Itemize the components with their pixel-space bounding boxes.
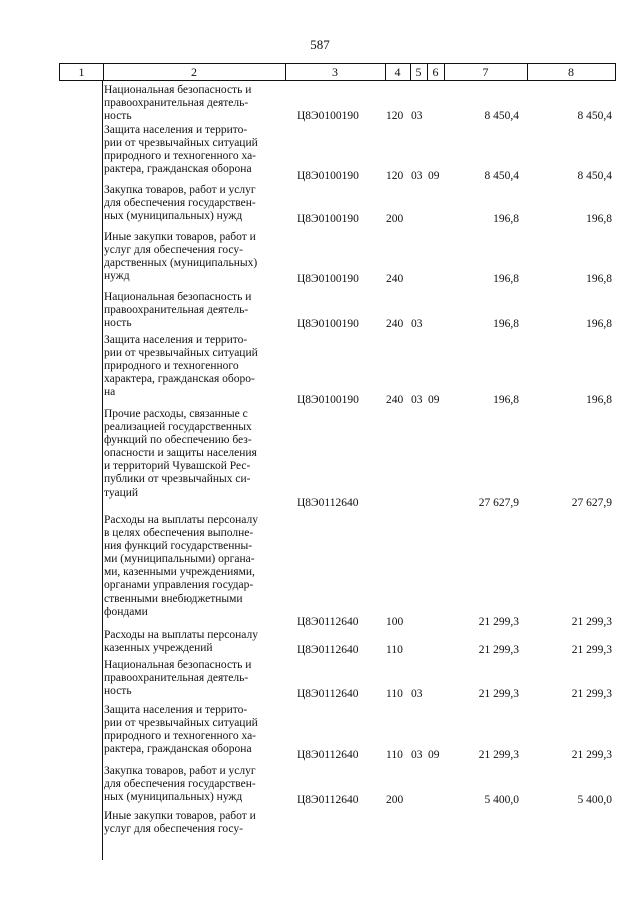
row-col4: 240: [386, 273, 404, 285]
row-col8: 196,8: [586, 394, 612, 406]
row-code: Ц8Э0112640: [297, 616, 359, 628]
row-col7: 21 299,3: [478, 688, 519, 700]
row-code: Ц8Э0100190: [297, 318, 359, 330]
row-description: Иные закупки товаров, работ и услуг для обеспечения госу- дарственных (муниципальных) нужд: [104, 231, 258, 283]
row-description: Национальная безопасность и правоохранительная деятель- ность: [104, 291, 252, 330]
row-description: Национальная безопасность и правоохранительная деятель- ность: [104, 659, 252, 698]
row-col5: 03: [411, 110, 423, 122]
row-code: Ц8Э0112640: [297, 794, 359, 806]
row-col8: 21 299,3: [571, 688, 612, 700]
header-col-7: 7: [482, 65, 489, 79]
row-col4: 120: [386, 110, 404, 122]
row-description: Защита населения и террито- рии от чрезвычайных ситуаций природного и техногенного ха- рактера, гражданская оборона: [104, 704, 258, 756]
row-col7: 27 627,9: [478, 497, 519, 509]
row-col5: 03: [411, 688, 423, 700]
row-col5: 03: [411, 170, 423, 182]
row-col7: 5 400,0: [484, 794, 519, 806]
row-col7: 196,8: [493, 213, 519, 225]
page-number: 587: [310, 37, 330, 52]
header-col-8: 8: [568, 65, 574, 79]
row-code: Ц8Э0100190: [297, 273, 359, 285]
row-col7: 21 299,3: [478, 644, 519, 656]
header-col-6: 6: [432, 65, 439, 79]
row-col4: 240: [386, 318, 404, 330]
row-col7: 21 299,3: [478, 749, 519, 761]
row-code: Ц8Э0112640: [297, 644, 359, 656]
row-col8: 21 299,3: [571, 644, 612, 656]
row-col7: 196,8: [493, 394, 519, 406]
row-description: Защита населения и террито- рии от чрезвычайных ситуаций природного и техногенного ха- рактера, гражданская оборона: [104, 124, 258, 176]
row-description: Прочие расходы, связанные с реализацией государственных функций по обеспечению без- опасности и защиты населения и территорий Чувашской Рес- публики от чрезвычайных си- туаций: [104, 408, 257, 499]
row-col8: 8 450,4: [577, 110, 612, 122]
table-header: [59, 63, 616, 81]
row-col4: 240: [386, 394, 404, 406]
row-col4: 110: [386, 644, 403, 656]
column-divider: [102, 80, 103, 860]
row-code: Ц8Э0112640: [297, 497, 359, 509]
row-col4: 200: [386, 213, 404, 225]
row-col6: 09: [428, 394, 440, 406]
row-code: Ц8Э0100190: [297, 213, 359, 225]
row-description: Закупка товаров, работ и услуг для обеспечения государствен- ных (муниципальных) нужд: [104, 765, 256, 804]
row-description: Иные закупки товаров, работ и услуг для обеспечения госу-: [104, 810, 256, 836]
row-description: Защита населения и террито- рии от чрезвычайных ситуаций природного и техногенного характера, гражданская оборо- на: [104, 334, 258, 399]
row-col5: 03: [411, 749, 423, 761]
header-col-1: 1: [78, 65, 85, 79]
row-code: Ц8Э0100190: [297, 170, 359, 182]
row-col4: 100: [386, 616, 404, 628]
row-code: Ц8Э0112640: [297, 749, 359, 761]
row-col8: 196,8: [586, 318, 612, 330]
row-col6: 09: [428, 170, 440, 182]
row-col7: 21 299,3: [478, 616, 519, 628]
row-col8: 196,8: [586, 273, 612, 285]
row-col8: 27 627,9: [571, 497, 612, 509]
row-col8: 21 299,3: [571, 749, 612, 761]
row-col8: 8 450,4: [577, 170, 612, 182]
row-code: Ц8Э0100190: [297, 394, 359, 406]
row-col8: 21 299,3: [571, 616, 612, 628]
row-col8: 5 400,0: [577, 794, 612, 806]
header-col-2: 2: [191, 65, 197, 79]
row-col7: 196,8: [493, 318, 519, 330]
row-col6: 09: [428, 749, 440, 761]
row-col4: 110: [386, 749, 403, 761]
row-col7: 8 450,4: [484, 170, 519, 182]
row-col7: 8 450,4: [484, 110, 519, 122]
header-col-5: 5: [415, 65, 422, 79]
row-code: Ц8Э0112640: [297, 688, 359, 700]
row-description: Расходы на выплаты персоналу в целях обеспечения выполне- ния функций государственны- ми (муниципальными) органа- ми, казенными учреждениями, органами управления государ- ственными внебюджетными фондами: [104, 514, 258, 618]
row-description: Расходы на выплаты персоналу казенных учреждений: [104, 629, 258, 655]
row-col8: 196,8: [586, 213, 612, 225]
row-col4: 200: [386, 794, 404, 806]
row-col7: 196,8: [493, 273, 519, 285]
header-col-4: 4: [394, 65, 401, 79]
row-description: Закупка товаров, работ и услуг для обеспечения государствен- ных (муниципальных) нужд: [104, 184, 256, 223]
row-code: Ц8Э0100190: [297, 110, 359, 122]
header-col-3: 3: [332, 65, 338, 79]
row-col5: 03: [411, 394, 423, 406]
row-description: Национальная безопасность и правоохранительная деятель- ность: [104, 84, 252, 123]
row-col4: 110: [386, 688, 403, 700]
row-col4: 120: [386, 170, 404, 182]
row-col5: 03: [411, 318, 423, 330]
